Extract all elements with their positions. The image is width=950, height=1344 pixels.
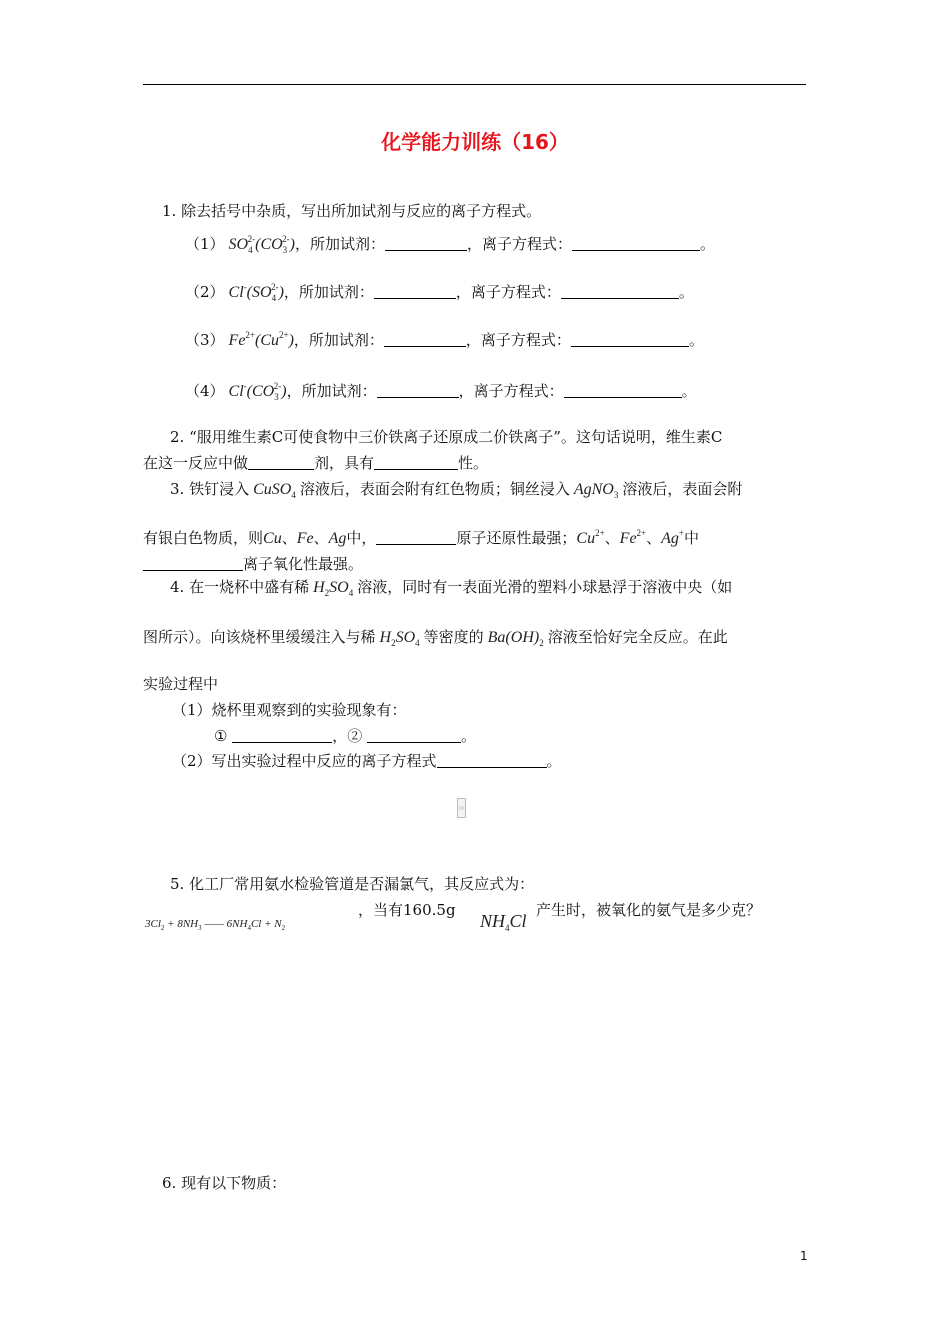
formula-nh4cl: $NH_4Cl$	[480, 911, 527, 933]
q5-text2: 产生时，被氧化的氨气是多少克？	[536, 901, 762, 919]
item-number: （3）	[185, 331, 225, 349]
q2-line1: 2. “服用维生素C可使食物中三价铁离子还原成二价铁离子”。这句话说明，维生素C	[170, 428, 723, 446]
formula-cu2: $Cu^{2+}$	[576, 528, 605, 547]
q6-line1: 6. 现有以下物质：	[162, 1174, 287, 1192]
q4-text: 溶液至恰好完全反应。在此	[547, 628, 728, 646]
q2-line2	[143, 455, 488, 471]
formula-cu: Cu	[263, 530, 282, 547]
formula: $Cl^-(SO_4^{2-})$	[224, 282, 284, 303]
q3-text: 离子氧化性最强。	[243, 555, 364, 573]
period: 。	[681, 382, 697, 400]
period: 。	[688, 331, 704, 349]
q3-text: 中	[684, 529, 700, 547]
answer-blank[interactable]	[374, 284, 456, 299]
equation-label: ，离子方程式：	[467, 235, 573, 253]
q4-text: （2）写出实验过程中反应的离子方程式	[172, 752, 437, 770]
reagent-label: ，所加试剂：	[286, 382, 377, 400]
beaker-figure-image	[457, 798, 466, 818]
reagent-label: ，所加试剂：	[293, 331, 384, 349]
answer-blank[interactable]	[377, 383, 459, 398]
formula: $SO_4^{2-}(CO_3^{2-})$	[224, 234, 295, 255]
q3-text: 3. 铁钉浸入	[170, 480, 250, 498]
formula-cuso4: CuSO$_4$	[249, 481, 296, 500]
separator: 、	[313, 529, 329, 547]
answer-blank[interactable]	[437, 753, 547, 768]
answer-blank[interactable]	[376, 530, 456, 545]
period: 。	[546, 752, 562, 770]
q2-text: 性。	[458, 454, 489, 472]
answer-blank[interactable]	[248, 455, 314, 470]
separator: 、	[646, 529, 662, 547]
q3-line1	[170, 482, 742, 500]
q2-text: 在这一反应中做	[143, 454, 249, 472]
formula: $Cl^-(CO_3^{2-})$	[224, 381, 287, 402]
equation-label: ，离子方程式：	[455, 283, 561, 301]
q5-text1: ，当有160.5g	[358, 901, 456, 919]
q4-sub1: （1）烧杯里观察到的实验现象有：	[172, 701, 407, 719]
q4-text: 4. 在一烧杯中盛有稀	[170, 578, 310, 596]
q5-equation: $3Cl_2 + 8NH_3$ —— $6NH_4Cl + N_2$	[145, 918, 286, 932]
item-number: （1）	[185, 235, 225, 253]
q4-line3: 实验过程中	[143, 675, 219, 693]
equation-label: ，离子方程式：	[465, 331, 571, 349]
q4-sub2	[172, 753, 562, 769]
answer-blank[interactable]	[384, 332, 466, 347]
answer-blank[interactable]	[232, 728, 332, 743]
q1-item-1	[185, 235, 715, 255]
period: 。	[461, 727, 477, 745]
q3-text: 原子还原性最强；	[456, 529, 577, 547]
q4-text: 等密度的	[423, 628, 484, 646]
q3-text: 溶液后，表面会附	[622, 480, 743, 498]
q1-item-4	[185, 382, 697, 402]
formula-h2so4: $H_2SO_4$	[375, 629, 420, 648]
formula: $Fe^{2+}(Cu^{2+})$	[224, 330, 294, 349]
q1-stem: 1. 除去括号中杂质，写出所加试剂与反应的离子方程式。	[162, 202, 542, 220]
circle-one: ①	[214, 727, 228, 745]
q5-line1: 5. 化工厂常用氨水检验管道是否漏氯气，其反应式为：	[170, 875, 535, 893]
answer-blank[interactable]	[564, 383, 682, 398]
q4-observations	[214, 728, 476, 744]
answer-blank[interactable]	[367, 728, 461, 743]
q4-line1	[170, 580, 732, 598]
answer-blank[interactable]	[385, 236, 467, 251]
circle-two: ，②	[332, 727, 363, 745]
q3-line3	[143, 556, 363, 572]
reagent-label: ，所加试剂：	[295, 235, 386, 253]
formula-h2so4: $H_2SO_4$	[309, 579, 354, 598]
separator: 、	[281, 529, 297, 547]
q3-line2	[143, 529, 699, 547]
q1-item-3	[185, 331, 704, 349]
q3-text: 溶液后，表面会附有红色物质；铜丝浸入	[299, 480, 570, 498]
formula-agno3: AgNO$_3$	[569, 481, 619, 500]
separator: 、	[604, 529, 620, 547]
answer-blank[interactable]	[561, 284, 679, 299]
answer-blank[interactable]	[572, 236, 700, 251]
equation-label: ，离子方程式：	[458, 382, 564, 400]
q4-text: 溶液，同时有一表面光滑的塑料小球悬浮于溶液中央（如	[357, 578, 733, 596]
q4-line2	[143, 630, 728, 648]
page-title: 化学能力训练（16）	[381, 130, 569, 154]
formula-ag: Ag	[328, 530, 347, 547]
q4-text: 图所示）。向该烧杯里缓缓注入与稀	[143, 628, 376, 646]
q1-item-2	[185, 283, 694, 303]
q3-text: 中，	[346, 529, 377, 547]
q2-text: 剂，具有	[314, 454, 375, 472]
formula-ag1: Ag+	[661, 528, 684, 547]
item-number: （4）	[185, 382, 225, 400]
page-number: 1	[800, 1249, 808, 1263]
q3-text: 有银白色物质，则	[143, 529, 264, 547]
formula-fe2: $Fe^{2+}$	[619, 528, 647, 547]
period: 。	[678, 283, 694, 301]
item-number: （2）	[185, 283, 225, 301]
period: 。	[700, 235, 716, 253]
answer-blank[interactable]	[571, 332, 689, 347]
header-rule	[143, 84, 806, 85]
formula-fe: Fe	[296, 530, 314, 547]
reagent-label: ，所加试剂：	[283, 283, 374, 301]
formula-baoh2: $Ba(OH)_2$	[483, 629, 544, 648]
answer-blank[interactable]	[374, 455, 458, 470]
answer-blank[interactable]	[143, 556, 243, 571]
